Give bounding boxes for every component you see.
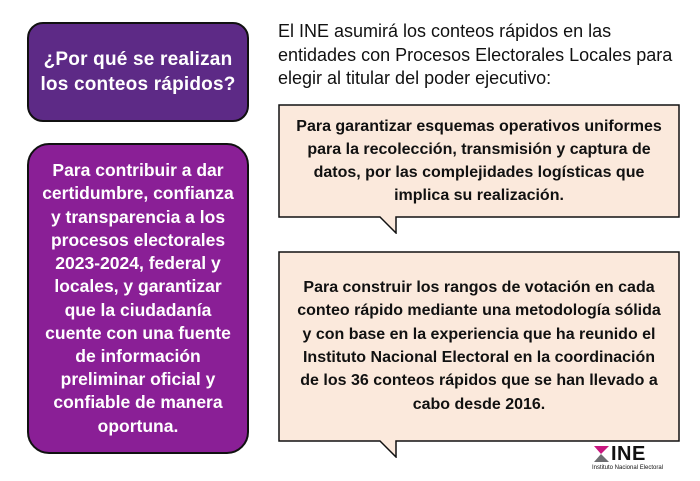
- answer-text: Para contribuir a dar certidumbre, confianza y transparencia a los procesos electorales 2023-2024, federal y locales, y garantizar que la ciudadanía cuente con una fuente de información preliminar oficial y confiable de manera oportuna.: [42, 160, 234, 436]
- question-box: [27, 22, 249, 122]
- intro-text: El INE asumirá los conteos rápidos en las entidades con Procesos Electorales Locales para elegir al titular del poder ejecutivo:: [278, 21, 673, 88]
- callout-garantizar: [278, 104, 680, 234]
- callout-text-2: Para construir los rangos de votación en cada conteo rápido mediante una metodología sólida y con base en la experiencia que ha reunido el Instituto Nacional Electoral en la coordinación de los 36 conteos rápidos que se han llevado a cabo desde 2016.: [297, 278, 661, 413]
- ine-logo: [592, 444, 687, 474]
- ine-wordmark: INE: [611, 443, 646, 465]
- ine-subtitle: Instituto Nacional Electoral: [592, 465, 664, 471]
- ine-logo-mark-icon: [592, 444, 610, 464]
- callout-text-1: Para garantizar esquemas operativos uniformes para la recolección, transmisión y captura de datos, por las complejidades logísticas que implica su realización.: [296, 118, 662, 204]
- callout-construir: [278, 251, 680, 458]
- answer-box: [27, 143, 249, 454]
- question-text: ¿Por qué se realizan los conteos rápidos?: [40, 49, 236, 95]
